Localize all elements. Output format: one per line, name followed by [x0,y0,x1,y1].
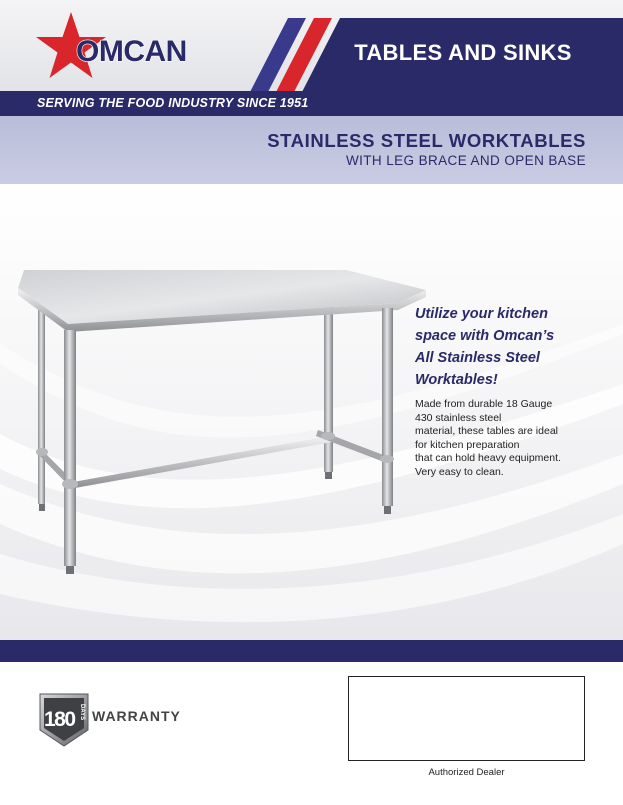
description-line: that can hold heavy equipment. [415,452,561,464]
badge-number: 180 [44,708,75,731]
tagline: SERVING THE FOOD INDUSTRY SINCE 1951 [37,96,309,110]
description-line: for kitchen preparation [415,438,520,451]
worktable-image [18,270,428,580]
product-subtitle: WITH LEG BRACE AND OPEN BASE [345,153,586,168]
headline-line: All Stainless Steel [415,350,540,366]
warranty-badge-icon [38,690,90,748]
description-line: 430 stainless steel [415,411,502,424]
title-band [0,116,623,184]
warranty-label: WARRANTY [92,708,181,724]
omcan-logo [36,10,236,85]
description-line: material, these tables are ideal [415,425,558,437]
headline-line: Worktables! [415,372,498,388]
product-title: STAINLESS STEEL WORKTABLES [267,130,586,151]
tagline-bar [0,91,623,116]
footer-bar [0,640,623,662]
hero-section [0,184,623,640]
header [0,0,623,92]
description-line: Very easy to clean. [415,465,504,478]
dealer-stamp-box [348,676,585,761]
headline [415,303,605,391]
section-title: TABLES AND SINKS [354,40,572,65]
headline-line: Utilize your kitchen [415,306,548,322]
description-line: Made from durable 18 Gauge [415,398,553,410]
badge-unit: DAYS [79,704,85,721]
logo-text: OMCAN [76,35,187,68]
product-description [415,398,610,479]
dealer-label: Authorized Dealer [428,767,505,778]
headline-line: space with Omcan’s [415,328,555,344]
